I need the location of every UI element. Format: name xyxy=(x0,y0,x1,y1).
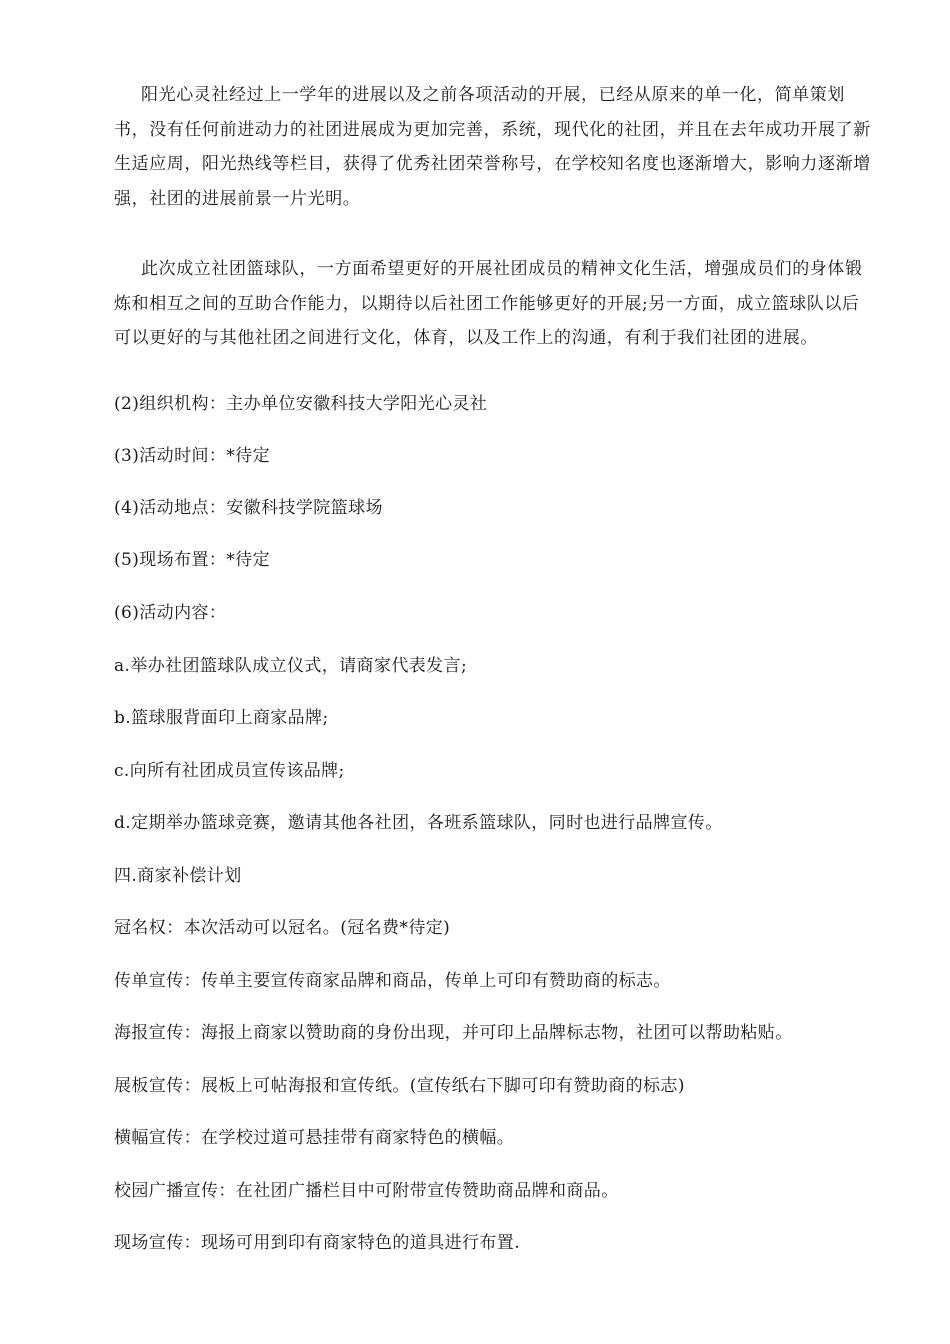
paragraph-text: 此次成立社团篮球队，一方面希望更好的开展社团成员的精神文化生活，增强成员们的身体锻炼和相互之间的互助合作能力，以期待以后社团工作能够更好的开展;另一方面，成立篮球队以后可以更好的与其他社团之间进行文化，体育，以及工作上的沟通，有利于我们社团的进展。 xyxy=(114,259,863,348)
organization-line: (2)组织机构：主办单位安徽科技大学阳光心灵社 xyxy=(114,394,488,414)
activity-content-heading: (6)活动内容： xyxy=(114,603,227,623)
naming-rights-line: 冠名权：本次活动可以冠名。(冠名费*待定) xyxy=(114,918,451,938)
section-heading-compensation: 四.商家补偿计划 xyxy=(114,866,242,886)
onsite-promo-line: 现场宣传：现场可用到印有商家特色的道具进行布置. xyxy=(114,1233,521,1253)
banner-promo-line: 横幅宣传：在学校过道可悬挂带有商家特色的横幅。 xyxy=(114,1128,515,1148)
content-item-c: c.向所有社团成员宣传该品牌; xyxy=(114,761,345,781)
paragraph-team-purpose xyxy=(114,252,874,356)
flyer-promo-line: 传单宣传：传单主要宣传商家品牌和商品，传单上可印有赞助商的标志。 xyxy=(114,971,671,991)
paragraph-text: 阳光心灵社经过上一学年的进展以及之前各项活动的开展，已经从原来的单一化，简单策划书，没有任何前进动力的社团进展成为更加完善，系统，现代化的社团，并且在去年成功开展了新生适应周，阳光热线等栏目，获得了优秀社团荣誉称号，在学校知名度也逐渐增大，影响力逐渐增强，社团的进展前景一片光明。 xyxy=(114,85,871,209)
activity-time-line: (3)活动时间：*待定 xyxy=(114,446,270,466)
activity-location-line: (4)活动地点：安徽科技学院篮球场 xyxy=(114,498,383,518)
venue-setup-line: (5)现场布置：*待定 xyxy=(114,550,270,570)
content-item-b: b.篮球服背面印上商家品牌; xyxy=(114,708,329,728)
paragraph-club-history xyxy=(114,78,874,216)
campus-radio-promo-line: 校园广播宣传：在社团广播栏目中可附带宣传赞助商品牌和商品。 xyxy=(114,1181,619,1201)
content-item-d: d.定期举办篮球竞赛，邀请其他各社团，各班系篮球队，同时也进行品牌宣传。 xyxy=(114,813,723,833)
display-board-promo-line: 展板宣传：展板上可帖海报和宣传纸。(宣传纸右下脚可印有赞助商的标志) xyxy=(114,1076,685,1096)
poster-promo-line: 海报宣传：海报上商家以赞助商的身份出现，并可印上品牌标志物，社团可以帮助粘贴。 xyxy=(114,1023,793,1043)
content-item-a: a.举办社团篮球队成立仪式，请商家代表发言; xyxy=(114,656,468,676)
